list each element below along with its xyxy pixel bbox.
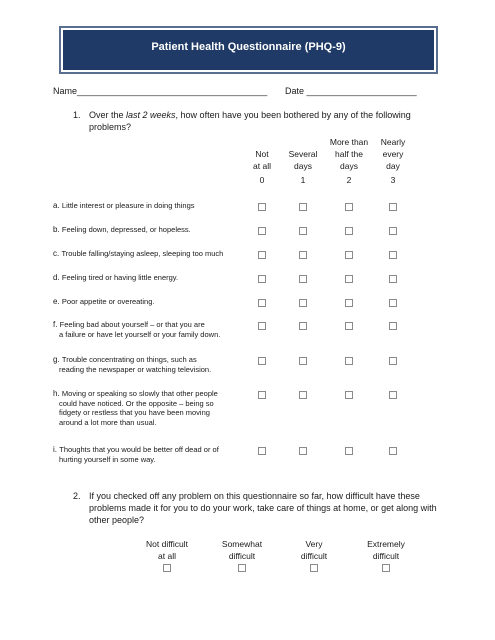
difficulty-label-line: at all [158, 551, 176, 561]
answer-checkbox[interactable] [299, 322, 307, 330]
answer-checkbox[interactable] [299, 299, 307, 307]
question-item [53, 445, 263, 464]
answer-checkbox[interactable] [389, 251, 397, 259]
item-letter: d. [53, 273, 62, 282]
answer-checkbox[interactable] [258, 299, 266, 307]
difficulty-label-line: Very [305, 539, 323, 549]
q1-text-italic: last 2 weeks [126, 110, 176, 120]
item-letter: g. [53, 355, 62, 364]
difficulty-option [354, 538, 418, 562]
difficulty-checkbox[interactable] [163, 564, 171, 572]
difficulty-label-line: Not difficult [146, 539, 188, 549]
question-item-line [53, 355, 263, 365]
answer-checkbox[interactable] [389, 447, 397, 455]
question-item [53, 273, 263, 283]
answer-checkbox[interactable] [299, 227, 307, 235]
column-header-line: day [386, 161, 400, 171]
item-text: Moving or speaking so slowly that other people [61, 389, 218, 398]
difficulty-label-line: Somewhat [221, 539, 263, 549]
q2-text [89, 490, 459, 526]
column-header-line: Not [255, 149, 269, 159]
column-header-line: days [294, 161, 312, 171]
question-item [53, 389, 263, 427]
answer-checkbox[interactable] [258, 447, 266, 455]
item-letter: e. [53, 297, 62, 306]
question-item-line: reading the newspaper or watching television. [59, 364, 212, 374]
answer-checkbox[interactable] [345, 357, 353, 365]
answer-checkbox[interactable] [389, 322, 397, 330]
item-text: Feeling bad about yourself – or that you are [59, 320, 205, 329]
column-value: 1 [300, 175, 306, 185]
title-banner [63, 30, 434, 70]
answer-checkbox[interactable] [258, 251, 266, 259]
difficulty-label-line: Extremely [367, 539, 405, 549]
difficulty-option [135, 538, 199, 562]
item-text: Thoughts that you would be better off dead or of [59, 445, 219, 454]
difficulty-label-line: difficult [372, 551, 400, 561]
column-header-line: Several [288, 149, 318, 159]
answer-checkbox[interactable] [345, 275, 353, 283]
question-item [53, 355, 263, 374]
answer-checkbox[interactable] [389, 203, 397, 211]
question-item-line: a failure or have let yourself or your family down. [59, 329, 221, 339]
column-value: 0 [259, 175, 265, 185]
q2-line: other people? [89, 515, 145, 525]
question-item-line [53, 249, 263, 259]
answer-checkbox[interactable] [299, 357, 307, 365]
question-item-line [53, 225, 263, 235]
page-title: Patient Health Questionnaire (PHQ-9) [151, 41, 346, 53]
column-header [240, 148, 284, 186]
question-item-line [53, 201, 263, 211]
difficulty-checkbox[interactable] [382, 564, 390, 572]
answer-checkbox[interactable] [299, 391, 307, 399]
item-text: Trouble concentrating on things, such as [61, 355, 197, 364]
answer-checkbox[interactable] [389, 299, 397, 307]
answer-checkbox[interactable] [345, 391, 353, 399]
name-field[interactable]: Name______________________________________ [53, 86, 268, 96]
column-value: 3 [390, 175, 396, 185]
item-letter: h. [53, 389, 62, 398]
answer-checkbox[interactable] [345, 203, 353, 211]
q1-text-a: Over the [89, 110, 127, 120]
item-letter: i. [53, 445, 60, 454]
question-item [53, 225, 263, 235]
question-item-line [53, 297, 263, 307]
answer-checkbox[interactable] [389, 391, 397, 399]
column-header-line: half the [335, 149, 363, 159]
answer-checkbox[interactable] [345, 322, 353, 330]
q1-number: 1. [73, 110, 81, 120]
answer-checkbox[interactable] [258, 275, 266, 283]
difficulty-checkbox[interactable] [310, 564, 318, 572]
column-header-line: Nearly [380, 137, 406, 147]
column-header-line: More than [329, 137, 369, 147]
item-text: Poor appetite or overeating. [61, 297, 155, 306]
q1-text [89, 109, 429, 133]
answer-checkbox[interactable] [345, 299, 353, 307]
q2-line: problems made it for you to do your work, take care of things at home, or get along with [89, 503, 437, 513]
difficulty-option [282, 538, 346, 562]
item-letter: c. [53, 249, 62, 258]
answer-checkbox[interactable] [389, 227, 397, 235]
q2-number: 2. [73, 491, 81, 501]
answer-checkbox[interactable] [299, 275, 307, 283]
question-item-line [53, 445, 263, 455]
q1-text-b: , how often have you been bothered by any of the following [175, 110, 411, 120]
answer-checkbox[interactable] [345, 447, 353, 455]
column-header-line: at all [253, 161, 271, 171]
question-item-line [53, 273, 263, 283]
column-header [371, 136, 415, 186]
answer-checkbox[interactable] [258, 227, 266, 235]
answer-checkbox[interactable] [299, 251, 307, 259]
question-item [53, 320, 263, 339]
question-item-line: fidgety or restless that you have been moving [59, 408, 210, 417]
column-value: 2 [346, 175, 352, 185]
question-item [53, 297, 263, 307]
column-header [327, 136, 371, 186]
answer-checkbox[interactable] [345, 251, 353, 259]
question-item-line [53, 389, 263, 399]
difficulty-label-line: difficult [228, 551, 256, 561]
q2-line: If you checked off any problem on this questionnaire so far, how difficult have these [89, 491, 420, 501]
column-header-line: days [340, 161, 358, 171]
item-letter: b. [53, 225, 62, 234]
item-text: Feeling tired or having little energy. [61, 273, 179, 282]
answer-checkbox[interactable] [389, 357, 397, 365]
answer-checkbox[interactable] [258, 357, 266, 365]
item-text: Trouble falling/staying asleep, sleeping too much [61, 249, 224, 258]
question-item [53, 201, 263, 211]
date-field[interactable]: Date ______________________ [285, 86, 417, 96]
answer-checkbox[interactable] [258, 203, 266, 211]
item-text: Feeling down, depressed, or hopeless. [61, 225, 191, 234]
difficulty-label-line: difficult [300, 551, 328, 561]
answer-checkbox[interactable] [345, 227, 353, 235]
question-item-line: hurting yourself in some way. [59, 454, 156, 464]
answer-checkbox[interactable] [389, 275, 397, 283]
question-item-line: around a lot more than usual. [59, 417, 157, 427]
answer-checkbox[interactable] [258, 391, 266, 399]
q1-text-c: problems? [89, 122, 132, 132]
difficulty-option [210, 538, 274, 562]
question-item [53, 249, 263, 259]
answer-checkbox[interactable] [299, 203, 307, 211]
item-text: Little interest or pleasure in doing things [61, 201, 195, 210]
answer-checkbox[interactable] [258, 322, 266, 330]
difficulty-checkbox[interactable] [238, 564, 246, 572]
item-letter: a. [53, 201, 62, 210]
item-letter: f. [53, 320, 60, 329]
column-header [281, 148, 325, 186]
question-item-line [53, 320, 263, 330]
column-header-line: every [382, 149, 404, 159]
answer-checkbox[interactable] [299, 447, 307, 455]
question-item-line: could have noticed. Or the opposite – being so [59, 398, 214, 408]
